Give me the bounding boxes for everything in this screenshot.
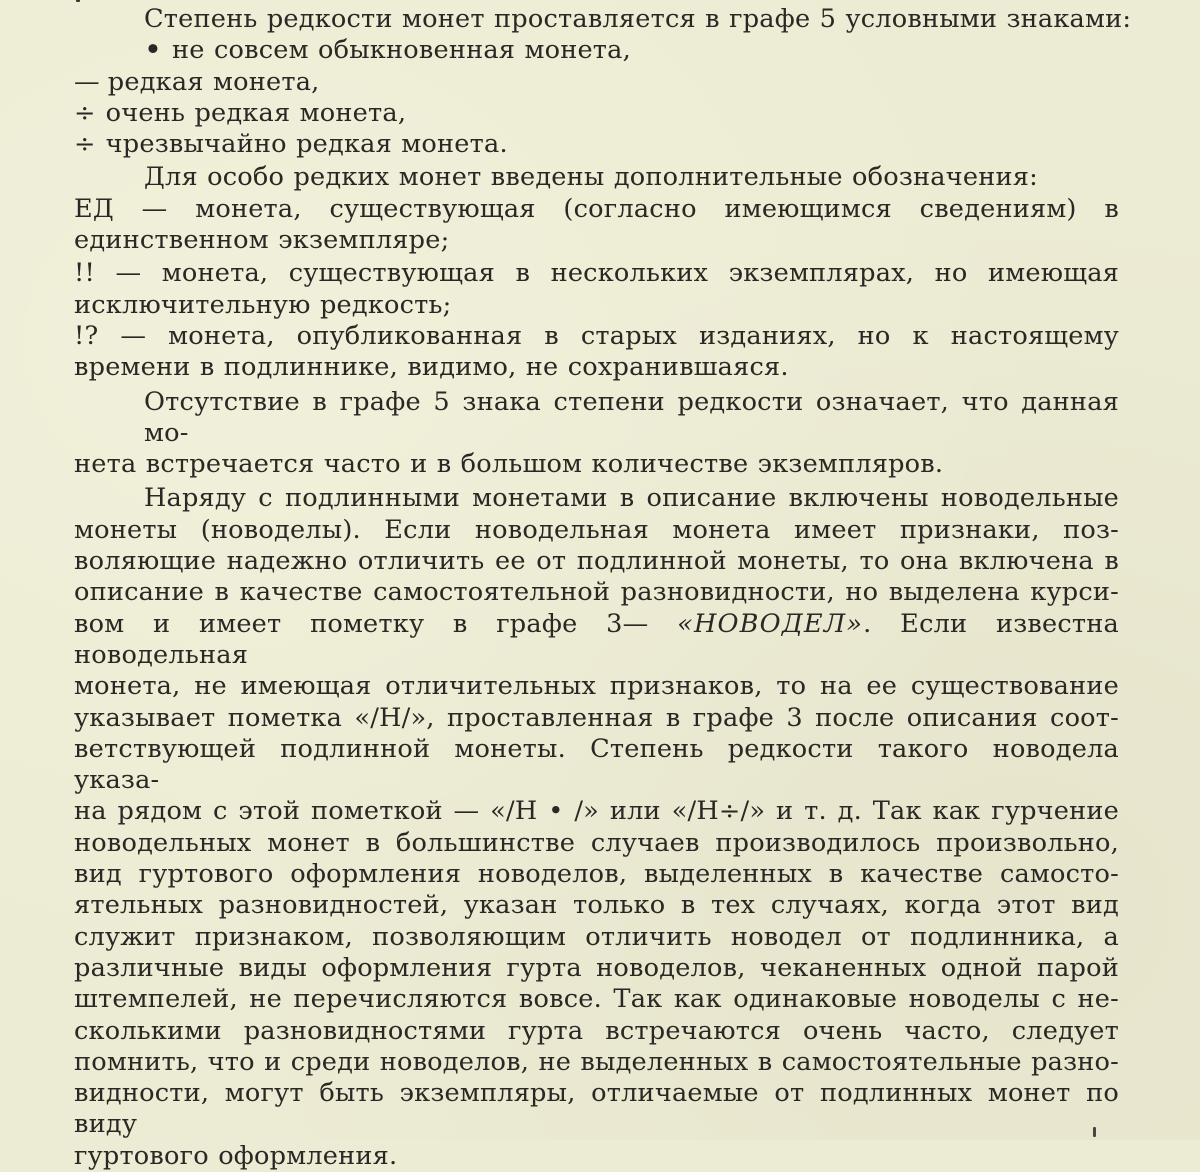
absence-line-1: Отсутствие в графе 5 знака степени редкости означает, что данная мо- bbox=[144, 386, 1119, 448]
novodel-line-7: указывает пометка «/Н/», проставленная в графе 3 после описания соот- bbox=[74, 702, 1119, 733]
rarity-intro: Степень редкости монет проставляется в графе 5 условными знаками: bbox=[144, 4, 1132, 34]
rarity-item-rare bbox=[74, 67, 1119, 98]
rarity-symbol-division: ÷ bbox=[74, 129, 96, 160]
excl-line-2: исключительную редкость; bbox=[74, 289, 452, 320]
novodel-line-5-pre: вом и имеет пометку в графе 3— bbox=[74, 608, 678, 639]
print-mark bbox=[76, 0, 80, 2]
excl-line-1: !! — монета, существующая в нескольких экземплярах, но имеющая bbox=[74, 258, 1119, 289]
novodel-line-17: помнить, что и среди новоделов, не выделенных в самостоятельные разно- bbox=[74, 1046, 1119, 1077]
novodel-line-16: сколькими разновидностями гурта встречаются очень часто, следует bbox=[74, 1015, 1119, 1046]
novodel-line-2: монеты (новоделы). Если новодельная монета имеет признаки, поз- bbox=[74, 514, 1119, 545]
novodel-line-15: штемпелей, не перечисляются вовсе. Так как одинаковые новоделы с не- bbox=[74, 984, 1119, 1015]
novodel-line-6: монета, не имеющая отличительных признаков, то на ее существование bbox=[74, 671, 1119, 702]
print-mark bbox=[1093, 1127, 1096, 1137]
novodel-line-12: ятельных разновидностей, указан только в тех случаях, когда этот вид bbox=[74, 890, 1119, 921]
novodel-line-5 bbox=[74, 609, 1119, 672]
rarity-symbol-dot: • bbox=[144, 35, 162, 66]
novodel-italic-mark: «НОВОДЕЛ» bbox=[677, 608, 864, 639]
ed-line-1: ЕД — монета, существующая (согласно имеющимся сведениям) в bbox=[74, 193, 1119, 224]
novodel-last-line: гуртового оформления. bbox=[74, 1140, 398, 1171]
rarity-symbol-division: ÷ bbox=[74, 97, 96, 128]
novodel-line-9: на рядом с этой пометкой — «/Н • /» или «/Н÷/» и т. д. Так как гурчение bbox=[74, 796, 1119, 827]
question-line-2: времени в подлиннике, видимо, не сохранившаяся. bbox=[74, 352, 789, 383]
rarity-item-text: чрезвычайно редкая монета. bbox=[105, 129, 508, 160]
rarity-symbol-dash: — bbox=[74, 66, 100, 97]
absence-line-2: нета встречается часто и в большом количестве экземпляров. bbox=[74, 449, 944, 480]
rarity-item-text: очень редкая монета, bbox=[105, 97, 407, 128]
novodel-line-11: вид гуртового оформления новоделов, выделенных в качестве самосто- bbox=[74, 859, 1119, 890]
novodel-line-10: новодельных монет в большинстве случаев производилось произвольно, bbox=[74, 827, 1119, 858]
rarity-item-uncommon bbox=[74, 35, 1119, 66]
rarity-item-text: редкая монета, bbox=[107, 66, 320, 97]
novodel-line-4: описание в качестве самостоятельной разновидности, но выделена курси- bbox=[74, 577, 1119, 608]
page-text bbox=[74, 4, 1132, 1172]
novodel-line-14: различные виды оформления гурта новоделов, чеканенных одной парой bbox=[74, 952, 1119, 983]
additional-intro: Для особо редких монет введены дополнительные обозначения: bbox=[144, 162, 1038, 193]
novodel-line-1: Наряду с подлинными монетами в описание включены новодельные bbox=[144, 483, 1119, 514]
rarity-item-extremely-rare bbox=[74, 129, 1119, 160]
novodel-line-3: воляющие надежно отличить ее от подлинной монеты, то она включена в bbox=[74, 546, 1119, 577]
novodel-line-5-post: . Если известна новодельная bbox=[74, 608, 1119, 670]
novodel-line-18: видности, могут быть экземпляры, отличаемые от подлинных монет по виду bbox=[74, 1078, 1119, 1140]
rarity-item-very-rare bbox=[74, 98, 1119, 129]
question-line-1: !? — монета, опубликованная в старых изданиях, но к настоящему bbox=[74, 320, 1119, 351]
rarity-item-text: не совсем обыкновенная монета, bbox=[172, 35, 631, 66]
ed-line-2: единственном экземпляре; bbox=[74, 225, 450, 256]
novodel-line-13: служит признаком, позволяющим отличить новодел от подлинника, а bbox=[74, 921, 1119, 952]
novodel-line-8: ветствующей подлинной монеты. Степень редкости такого новодела указа- bbox=[74, 733, 1119, 796]
